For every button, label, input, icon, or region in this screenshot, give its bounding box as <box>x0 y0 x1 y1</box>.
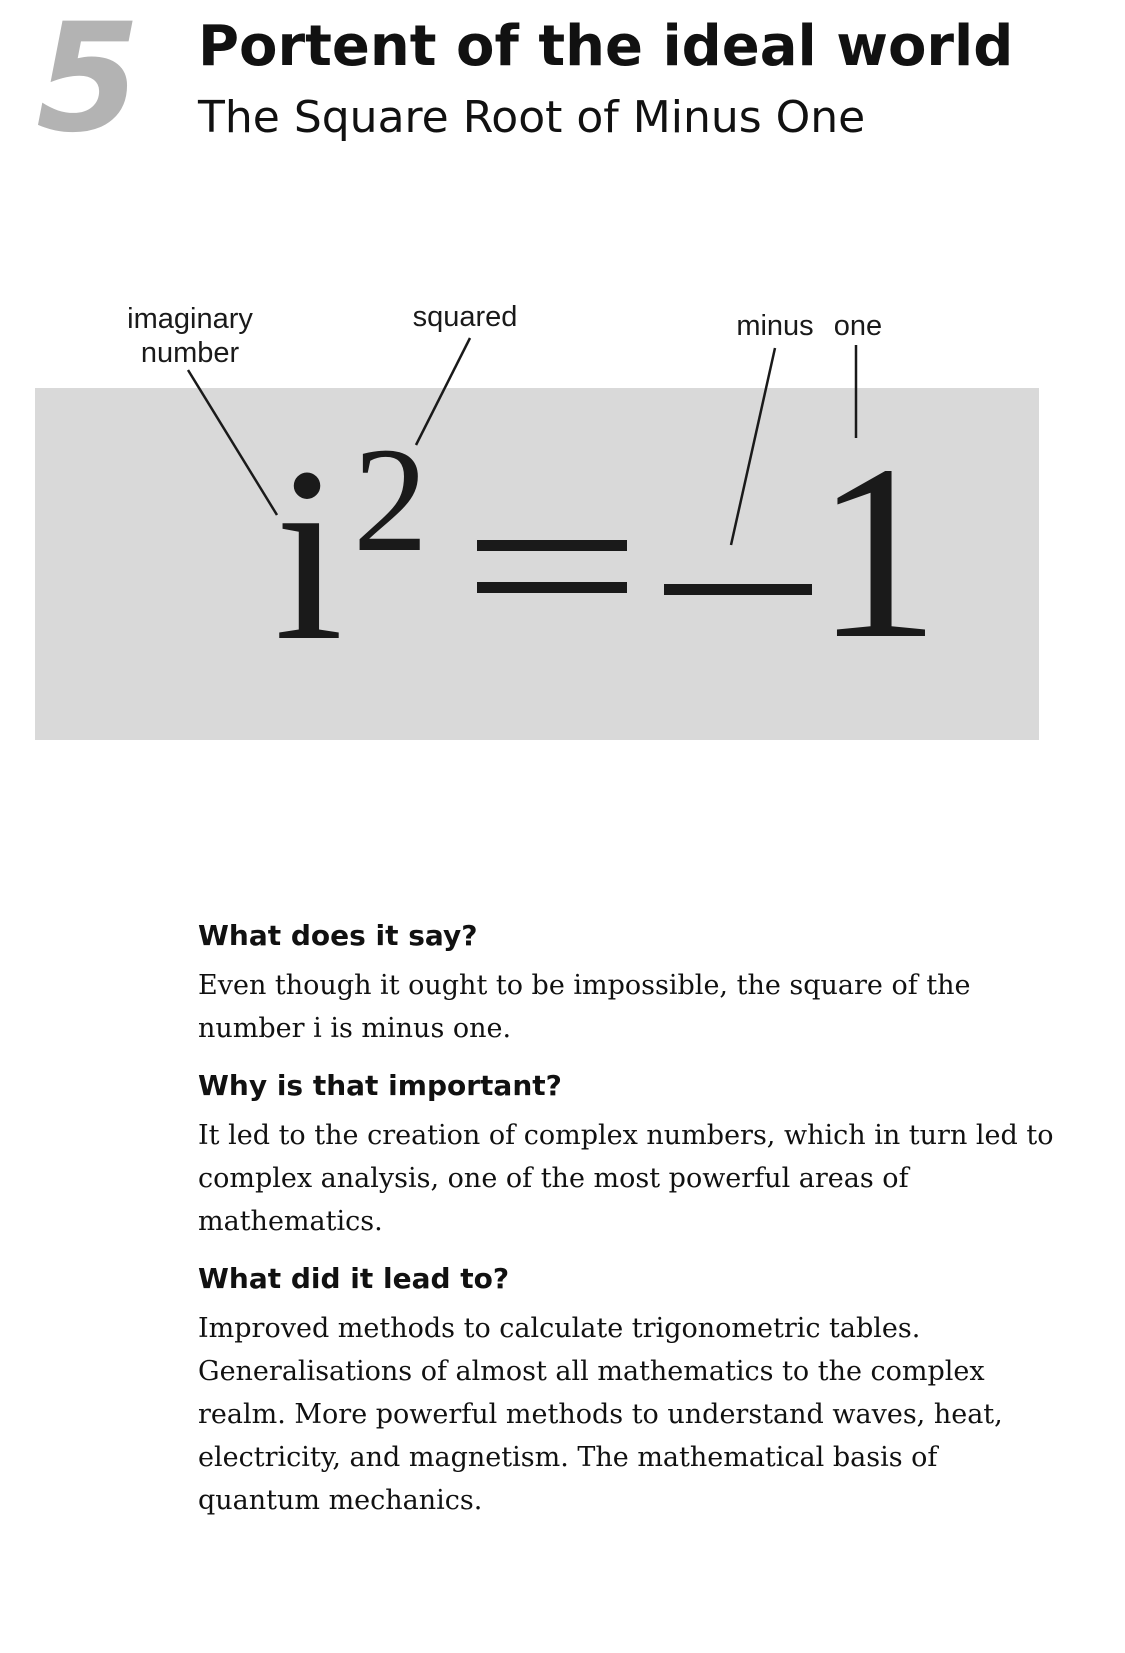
leader-line-minus <box>731 348 775 545</box>
equals-sign-top-bar <box>477 540 627 551</box>
section-body <box>198 1307 1058 1522</box>
body-line: complex analysis, one of the most powerful areas of <box>198 1163 909 1194</box>
leader-lines <box>0 280 1125 760</box>
body-line: Generalisations of almost all mathematics to the complex <box>198 1356 985 1387</box>
body-line: mathematics. <box>198 1206 383 1237</box>
label-imaginary-line1: imaginary <box>127 303 253 335</box>
qa-block-what-did-it-lead-to <box>198 1261 1058 1522</box>
qa-block-what-does-it-say <box>198 918 1058 1050</box>
chapter-number: 5 <box>36 0 137 166</box>
section-body <box>198 964 1058 1050</box>
chapter-title: Portent of the ideal world <box>198 14 1014 79</box>
label-minus: minus <box>736 310 814 342</box>
label-imaginary-line2: number <box>140 337 240 369</box>
question-answer-section <box>198 918 1058 1540</box>
body-line: It led to the creation of complex numbers, which in turn led to <box>198 1120 1054 1151</box>
section-heading: Why is that important? <box>198 1069 562 1102</box>
chapter-subtitle: The Square Root of Minus One <box>198 92 866 143</box>
equals-sign-bottom-bar <box>477 582 627 593</box>
section-body <box>198 1114 1058 1243</box>
equation-exponent: 2 <box>353 417 428 583</box>
section-heading: What did it lead to? <box>198 1262 510 1295</box>
equation-value-one: 1 <box>815 414 940 691</box>
qa-block-why-important <box>198 1068 1058 1243</box>
body-line: number i is minus one. <box>198 1013 512 1044</box>
label-squared: squared <box>412 301 518 333</box>
body-line: electricity, and magnetism. The mathematical basis of <box>198 1442 938 1473</box>
equation-diagram <box>0 280 1125 760</box>
body-line: realm. More powerful methods to understand waves, heat, <box>198 1399 1003 1430</box>
leader-line-imaginary <box>188 370 277 515</box>
minus-sign <box>664 584 812 595</box>
section-heading: What does it say? <box>198 919 478 952</box>
body-line: quantum mechanics. <box>198 1485 483 1516</box>
body-line: Even though it ought to be impossible, the square of the <box>198 970 971 1001</box>
equation-base-i: i <box>274 416 344 693</box>
label-one: one <box>833 310 883 342</box>
body-line: Improved methods to calculate trigonometric tables. <box>198 1313 921 1344</box>
